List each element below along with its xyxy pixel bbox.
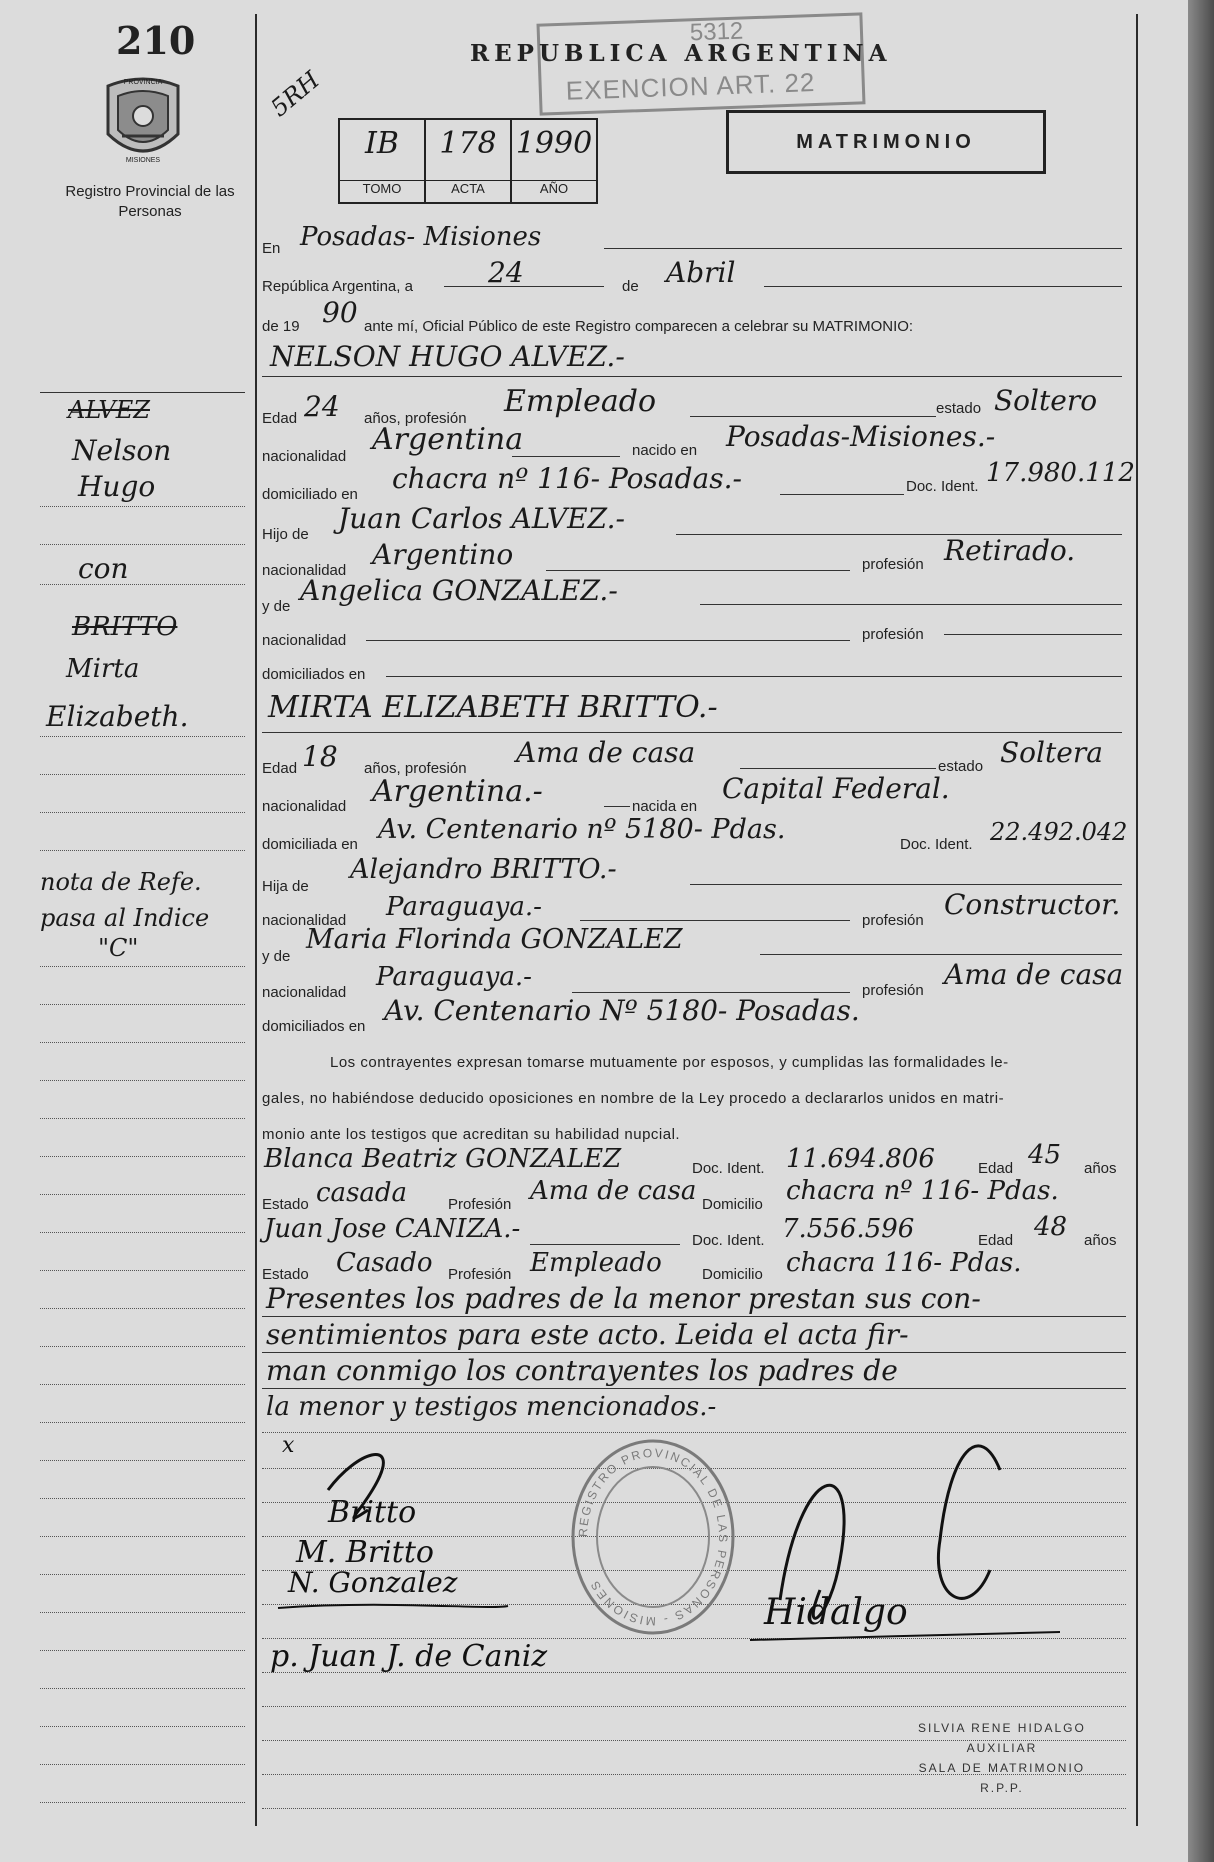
margin-ruled-line [40,1194,245,1195]
annotation-code: 5RH [265,65,325,123]
margin-ruled-line [40,1308,245,1309]
groom-doc-label: Doc. Ident. [906,478,979,495]
groom-parents-dom-label: domiciliados en [262,666,366,683]
margin-ruled-line [40,966,245,967]
witness2-edad-label: Edad [978,1232,1014,1249]
bride-nacionalidad: Argentina.- [372,774,543,809]
official-signature-underline [750,1632,1060,1640]
groom-name: NELSON HUGO ALVEZ.- [270,340,625,373]
groom-profesion: Empleado [504,384,657,419]
bride-father-nac-label: nacionalidad [262,912,347,929]
note-line-1: Presentes los padres de la menor prestan sus con- [266,1282,981,1315]
place-line [604,248,1122,249]
witness2-doc-label: Doc. Ident. [692,1232,765,1249]
margin-ruled-line [40,1422,245,1423]
witness1-dom-label: Domicilio [702,1196,763,1213]
republica-label: República Argentina, a [262,278,413,295]
margin-ruled-line [40,1460,245,1461]
groom-nac-label: nacionalidad [262,448,347,465]
bride-nacida: Capital Federal. [722,772,950,805]
note-line-2-rule [262,1352,1126,1353]
seal-bottom-text: MISIONES [125,157,161,164]
day-line [444,286,604,287]
bride-profesion-label: años, profesión [364,760,467,777]
groom-father-prof: Retirado. [944,534,1076,567]
declaration-line-1: Los contrayentes expresan tomarse mutuamente por esposos, y cumplidas las formalidades le- [330,1054,1009,1071]
official-org: R.P.P. [980,1781,1024,1795]
acta-value: 178 [439,126,497,161]
witness2-name-line [530,1244,680,1245]
witness1-dom: chacra nº 116- Pdas. [786,1176,1059,1206]
groom-nacido-label: nacido en [632,442,698,459]
note-line-3: man conmigo los contrayentes los padres de [266,1354,898,1387]
appear-text: ante mí, Oficial Público de este Registro comparecen a celebrar su MATRIMONIO: [364,318,914,335]
witness2-estado: Casado [336,1248,433,1278]
margin-ruled-line [40,1384,245,1385]
stamp-number: 5312 [689,17,744,47]
margin-note-2: pasa al Indice [40,904,210,932]
year-prefix: de 19 [262,318,300,335]
bride-nac-label: nacionalidad [262,798,347,815]
groom-dom-label: domiciliado en [262,486,358,503]
margin-ruled-line [40,1498,245,1499]
witness2-dom-label: Domicilio [702,1266,763,1283]
day-value: 24 [488,256,524,289]
groom-father-prof-label: profesión [862,556,924,573]
groom-mother-nac-line [366,640,850,641]
bride-domicilio: Av. Centenario nº 5180- Pdas. [378,814,786,845]
groom-nacionalidad: Argentina [372,422,524,457]
groom-nacido: Posadas-Misiones.- [726,420,996,453]
margin-ruled-line [40,1156,245,1157]
month-line [764,286,1122,287]
place-value: Posadas- Misiones [300,222,542,252]
registry-name: Registro Provincial de las Personas [65,183,235,220]
bride-father-prof: Constructor. [944,888,1121,921]
seal-top-text: PROVINCIA [123,79,163,86]
signature-4: p. Juan J. de Caniz [270,1639,548,1674]
margin-ruled-line [40,1612,245,1613]
witness1-estado-label: Estado [262,1196,309,1213]
document-number: 210 [116,18,196,63]
groom-father-label: Hijo de [262,526,309,543]
bride-doc-label: Doc. Ident. [900,836,973,853]
bride-mother-line [760,954,1122,955]
page-edge-shadow [1188,0,1214,1862]
groom-estado: Soltero [994,384,1098,417]
bride-edad: 18 [302,740,338,773]
margin-ruled-line [40,1764,245,1765]
bride-mother-nac: Paraguaya.- [376,962,532,992]
bride-doc: 22.492.042 [990,818,1128,846]
note-line-1-rule [262,1316,1126,1317]
groom-nac-line [512,456,620,457]
margin-ruled-line [40,544,245,545]
witness2-estado-label: Estado [262,1266,309,1283]
bride-name: MIRTA ELIZABETH BRITTO.- [268,690,718,725]
groom-father-nac-line [546,570,850,571]
witness1-anos-label: años [1084,1160,1117,1177]
margin-given-1b: Hugo [78,470,156,503]
official-name: SILVIA RENE HIDALGO [918,1721,1086,1735]
official-flourish [938,1446,1000,1598]
margin-ruled-line [40,774,245,775]
margin-con: con [78,552,129,585]
signature-2: M. Britto [296,1535,434,1570]
month-value: Abril [666,256,736,289]
margin-ruled-line [40,1726,245,1727]
margin-ruled-line [40,1270,245,1271]
bride-estado: Soltera [1000,736,1103,769]
bride-mother-prof: Ama de casa [944,958,1124,991]
note-line-2: sentimientos para este acto. Leida el acta fir- [266,1318,909,1351]
groom-profesion-line [690,416,936,417]
groom-estado-label: estado [936,400,982,417]
margin-ruled-line [40,736,245,737]
bride-parents-dom: Av. Centenario Nº 5180- Posadas. [384,994,860,1027]
margin-surname-1: ALVEZ [68,396,150,424]
witness2-name: Juan Jose CANIZA.- [264,1214,521,1244]
anio-value: 1990 [515,126,593,161]
record-number-box [338,118,598,204]
groom-father-nac-label: nacionalidad [262,562,347,579]
witness2-edad: 48 [1034,1212,1068,1242]
document-type-box: MATRIMONIO [726,110,1046,174]
margin-top-rule [40,392,245,393]
bride-mother-label: y de [262,948,291,965]
margin-ruled-line [40,1802,245,1803]
stamp-text: EXENCION ART. 22 [565,67,816,106]
tomo-value: IB [365,126,399,161]
groom-father: Juan Carlos ALVEZ.- [338,502,625,535]
official-signature-text: Hidalgo [764,1592,908,1633]
year-suffix: 90 [322,296,358,329]
signature-underline [278,1605,508,1608]
bride-mother: Maria Florinda GONZALEZ [306,924,683,955]
groom-parents-dom-line [386,676,1122,677]
bride-profesion: Ama de casa [516,736,696,769]
bride-mother-nac-label: nacionalidad [262,984,347,1001]
margin-ruled-line [40,584,245,585]
province-seal-icon [100,72,186,168]
margin-ruled-line [40,812,245,813]
de-label: de [622,278,639,295]
groom-domicilio: chacra nº 116- Posadas.- [392,462,742,495]
bride-father-line [690,884,1122,885]
witness2-anos-label: años [1084,1232,1117,1249]
groom-mother-nac-label: nacionalidad [262,632,347,649]
ruled-line [262,1808,1126,1809]
bride-profesion-line [740,768,936,769]
margin-given-1a: Nelson [72,434,172,467]
official-stamp-text [918,1718,1086,1798]
right-margin-rule [1136,14,1138,1826]
bride-edad-label: Edad [262,760,298,777]
bride-father-nac: Paraguaya.- [386,892,542,922]
groom-mother-prof-label: profesión [862,626,924,643]
margin-ruled-line [40,850,245,851]
witness2-doc: 7.556.596 [782,1214,915,1244]
groom-profesion-label: años, profesión [364,410,467,427]
declaration-line-3: monio ante los testigos que acreditan su habilidad nupcial. [262,1126,681,1143]
groom-doc: 17.980.112 [986,458,1135,488]
acta-label: ACTA [426,180,510,196]
witness1-doc-label: Doc. Ident. [692,1160,765,1177]
groom-dom-line [780,494,904,495]
official-title: AUXILIAR [966,1741,1038,1755]
groom-mother-prof-line [944,634,1122,635]
note-line-4: la menor y testigos mencionados.- [266,1392,717,1422]
margin-ruled-line [40,1346,245,1347]
margin-given-2b: Elizabeth. [46,700,189,733]
bride-nac-line [604,806,630,807]
groom-edad: 24 [304,390,340,423]
margin-ruled-line [40,1080,245,1081]
signature-3: N. Gonzalez [288,1566,458,1599]
acta-cell [426,120,512,202]
signature-1: Britto [328,1495,417,1530]
margin-ruled-line [40,506,245,507]
groom-mother-line [700,604,1122,605]
witness2-dom: chacra 116- Pdas. [786,1248,1022,1278]
bride-parents-dom-label: domiciliados en [262,1018,366,1035]
margin-note-3: "C" [98,934,139,962]
margin-ruled-line [40,1650,245,1651]
witness1-edad-label: Edad [978,1160,1014,1177]
anio-label: AÑO [512,180,596,196]
witness2-prof-label: Profesión [448,1266,512,1283]
witness1-prof-label: Profesión [448,1196,512,1213]
official-office: SALA DE MATRIMONIO [918,1761,1086,1775]
margin-ruled-line [40,1574,245,1575]
bride-estado-label: estado [938,758,984,775]
witness1-doc: 11.694.806 [786,1144,935,1174]
cross-mark: x [282,1433,295,1458]
margin-given-2a: Mirta [66,654,140,684]
margin-ruled-line [40,1232,245,1233]
witness1-prof: Ama de casa [530,1176,697,1206]
margin-ruled-line [40,1042,245,1043]
bride-father-prof-label: profesión [862,912,924,929]
declaration-line-2: gales, no habiéndose deducido oposiciones en nombre de la Ley procedo a declararlos unidos en matri- [262,1090,1005,1107]
bride-mother-prof-label: profesión [862,982,924,999]
signatures-area [268,1410,808,1700]
bride-father-label: Hija de [262,878,309,895]
groom-edad-label: Edad [262,410,298,427]
official-signature [740,1420,1080,1700]
note-line-3-rule [262,1388,1126,1389]
round-stamp-text: REGISTRO PROVINCIAL DE LAS PERSONAS - MISIONES [575,1445,731,1629]
bride-nacida-label: nacida en [632,798,698,815]
bride-dom-label: domiciliada en [262,836,358,853]
witness1-estado: casada [316,1178,408,1208]
tomo-label: TOMO [340,180,424,196]
margin-ruled-line [40,1004,245,1005]
margin-ruled-line [40,1688,245,1689]
groom-father-nac: Argentino [372,538,514,571]
en-label: En [262,240,281,257]
bride-name-line [262,732,1122,733]
left-margin-rule [255,14,257,1826]
ruled-line [262,1706,1126,1707]
witness1-name: Blanca Beatriz GONZALEZ [264,1144,622,1174]
groom-name-line [262,376,1122,377]
margin-ruled-line [40,1536,245,1537]
bride-father-nac-line [580,920,850,921]
margin-surname-2: BRITTO [72,612,178,642]
margin-note-1: nota de Refe. [40,868,202,896]
margin-ruled-line [40,1118,245,1119]
anio-cell [512,120,596,202]
bride-mother-nac-line [572,992,850,993]
witness1-edad: 45 [1028,1140,1062,1170]
tomo-cell [340,120,426,202]
groom-mother-label: y de [262,598,291,615]
groom-mother: Angelica GONZALEZ.- [300,574,618,607]
witness2-prof: Empleado [530,1248,662,1278]
bride-father: Alejandro BRITTO.- [350,854,617,885]
republic-heading: REPUBLICA ARGENTINA [470,40,892,67]
